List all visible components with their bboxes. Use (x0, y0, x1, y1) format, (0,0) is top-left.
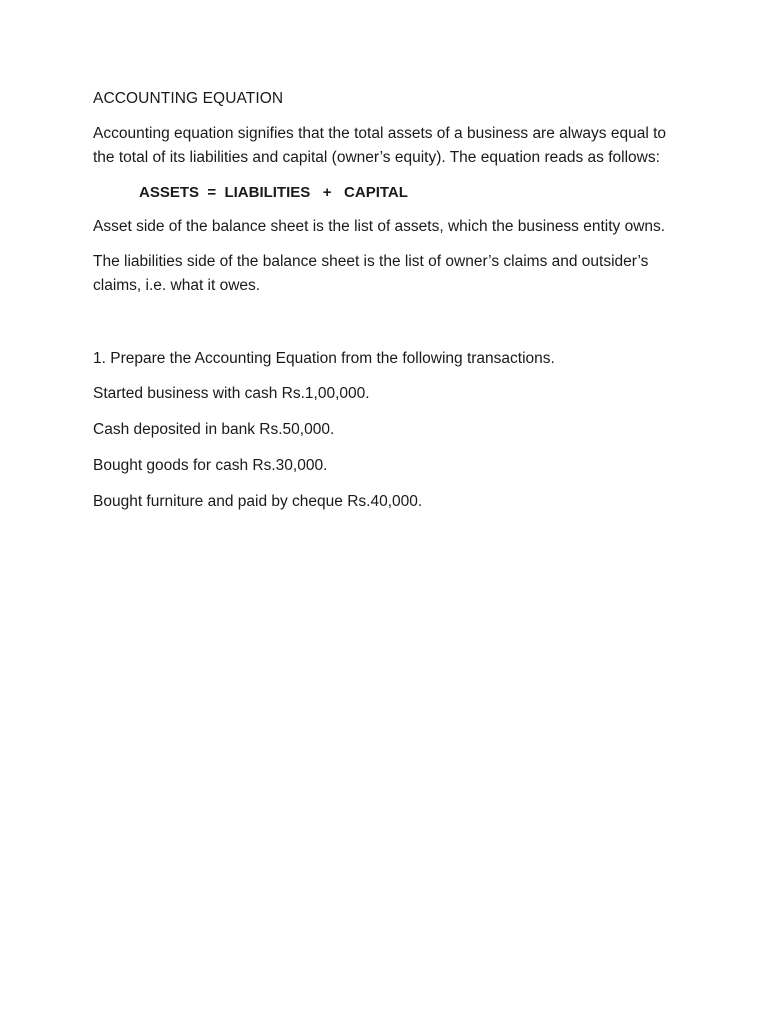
question-prompt: 1. Prepare the Accounting Equation from the following transactions. (93, 349, 555, 367)
section-gap (93, 309, 673, 347)
document-body (93, 87, 673, 526)
intro-paragraph: Accounting equation signifies that the total assets of a business are always equal to the total of its liabilities and capital (owner’s equity). The equation reads as follows: (93, 124, 666, 166)
document-title: ACCOUNTING EQUATION (93, 90, 284, 107)
transaction-line: Bought furniture and paid by cheque Rs.40,000. (93, 493, 423, 510)
accounting-equation: ASSETS = LIABILITIES + CAPITAL (139, 183, 408, 201)
asset-side-paragraph: Asset side of the balance sheet is the list of assets, which the business entity owns. (93, 218, 666, 235)
transaction-line: Cash deposited in bank Rs.50,000. (93, 421, 335, 438)
transaction-line: Bought goods for cash Rs.30,000. (93, 457, 328, 474)
transaction-line: Started business with cash Rs.1,00,000. (93, 385, 370, 402)
liabilities-side-paragraph: The liabilities side of the balance sheet is the list of owner’s claims and outsider’s claims, i.e. what it owes. (93, 252, 649, 294)
